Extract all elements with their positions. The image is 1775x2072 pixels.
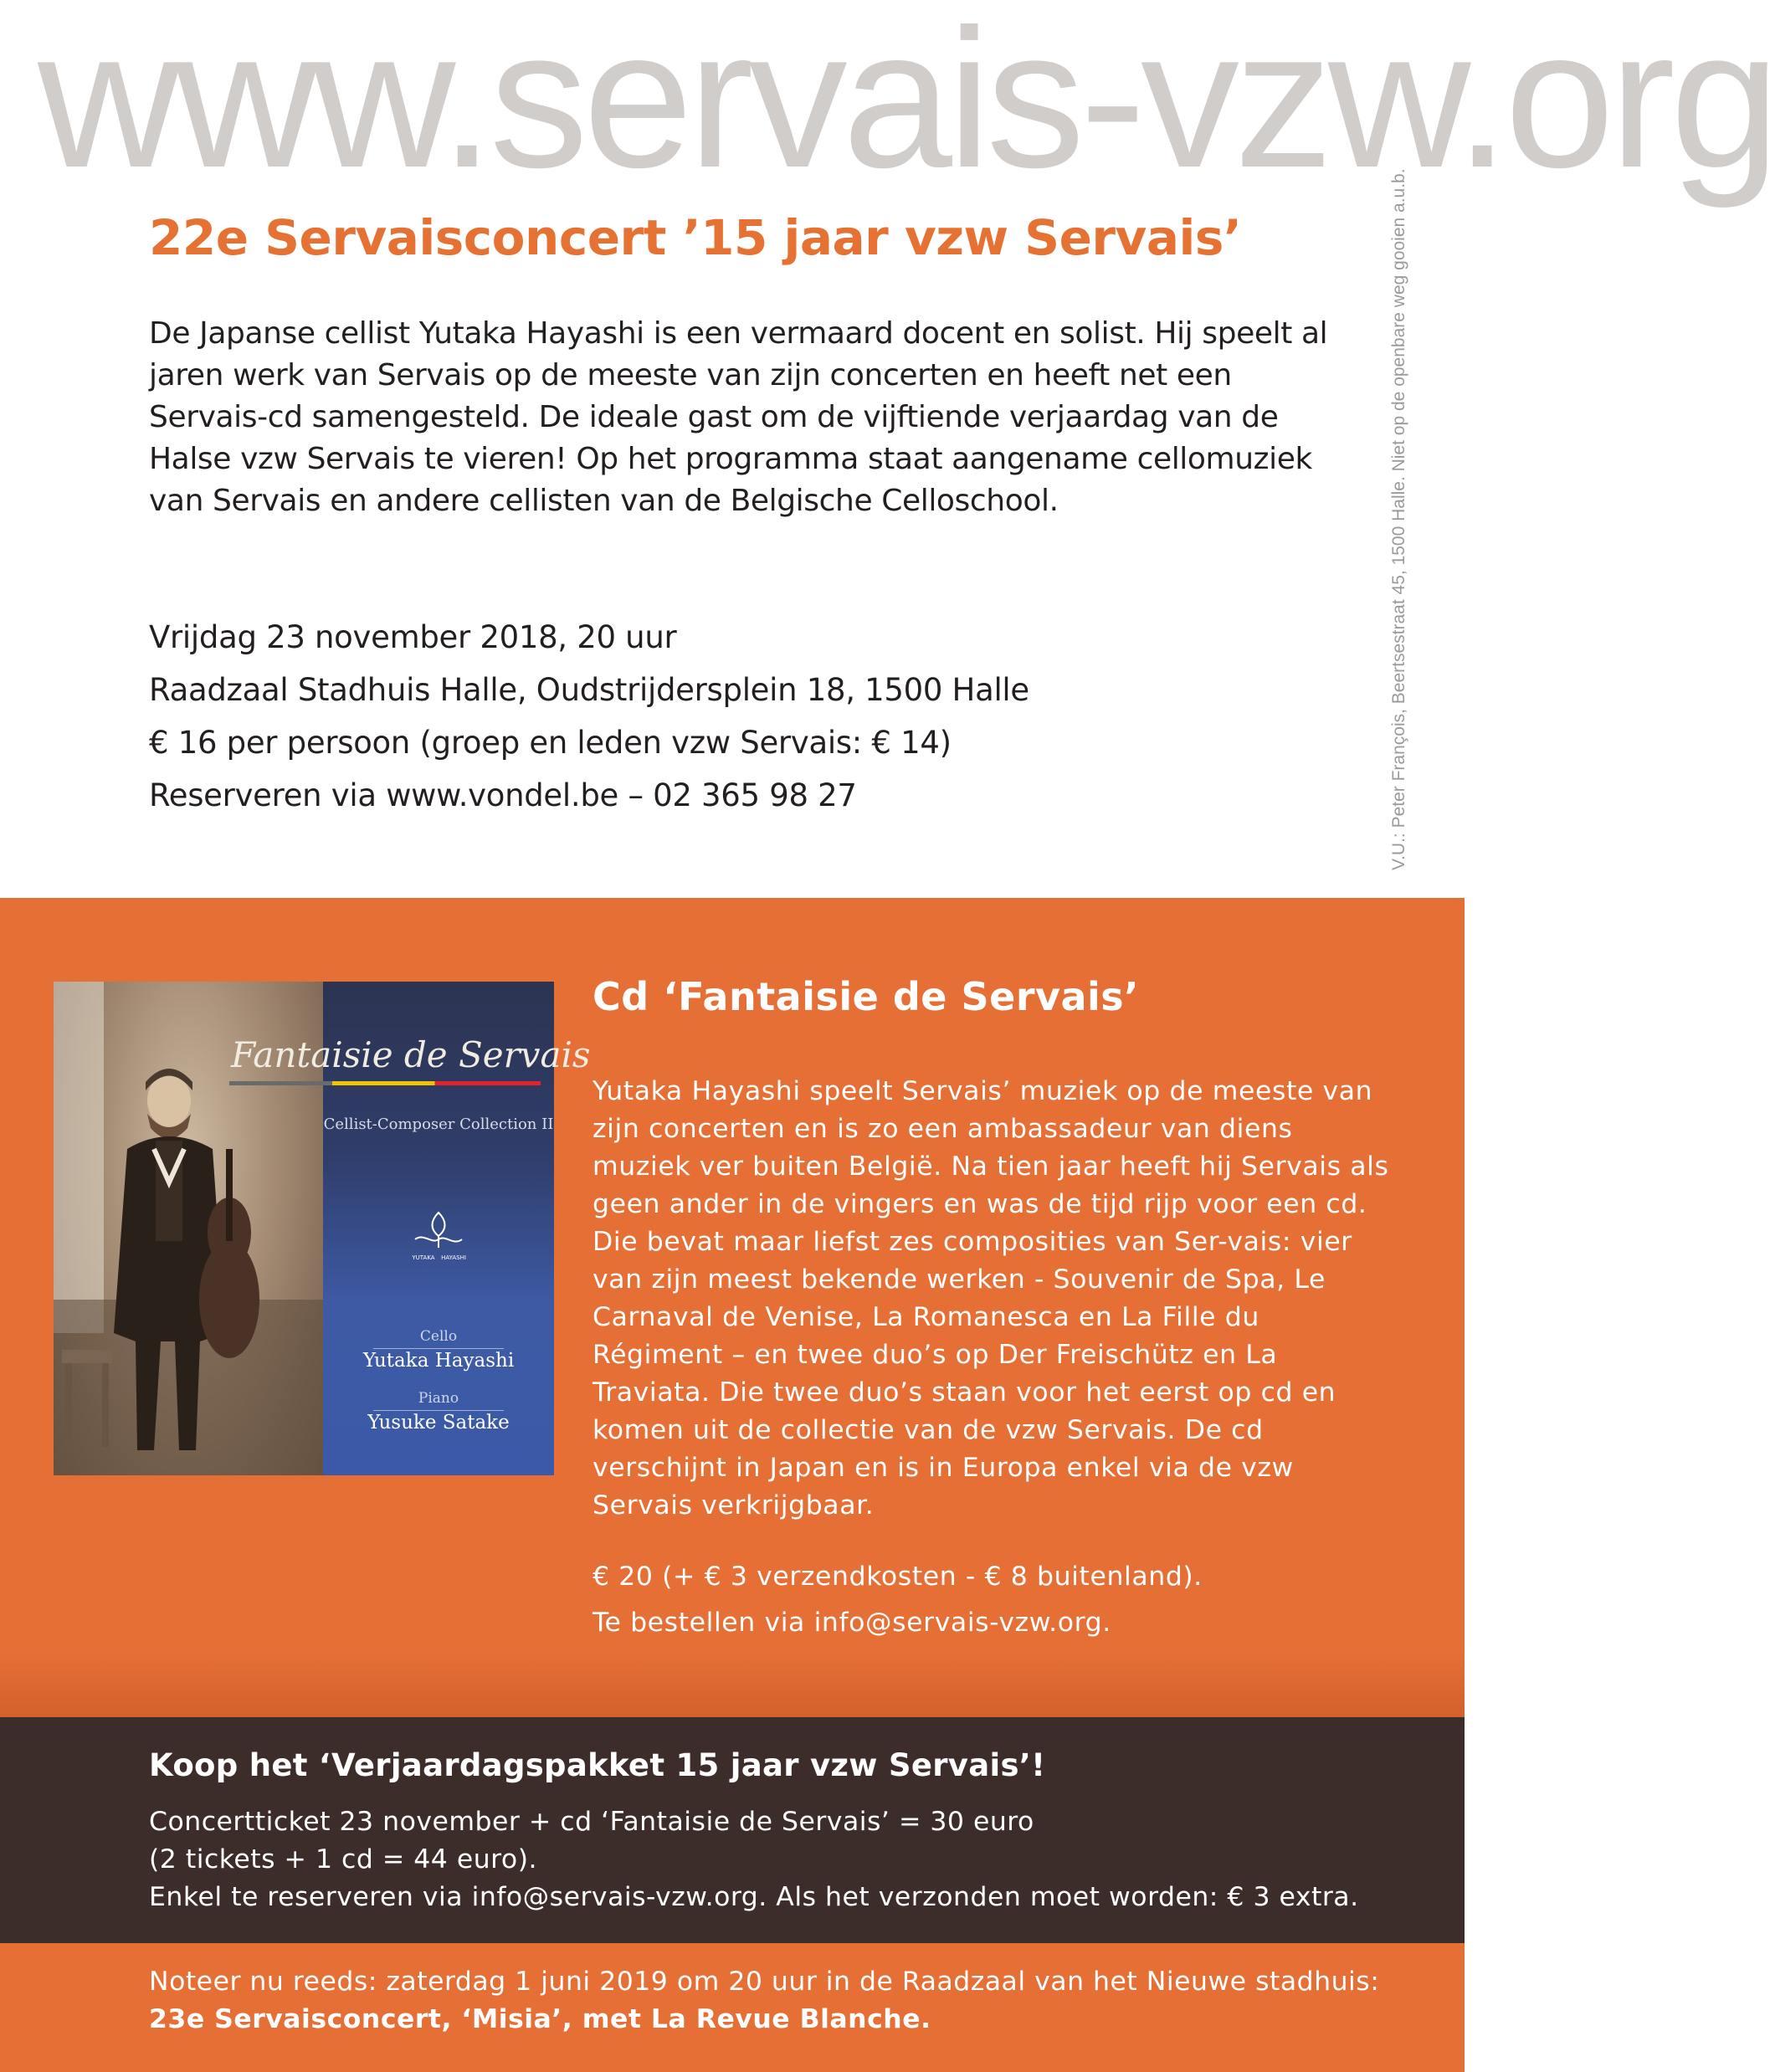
cover-flag-stripe: [229, 1081, 541, 1085]
cover-role-piano: Piano: [418, 1390, 459, 1407]
package-description: Concertticket 23 november + cd ‘Fantaisie de Servais’ = 30 euro (2 tickets + 1 cd = 44 euro). Enkel te reserveren via info@servais-vzw.org. Als het verzonden moet worden: € 3 extra.: [149, 1807, 1359, 1912]
concert-venue: Raadzaal Stadhuis Halle, Oudstrijdersplein 18, 1500 Halle: [149, 672, 1029, 708]
cd-title: Cd ‘Fantaisie de Servais’: [593, 974, 1140, 1019]
concert-date: Vrijdag 23 november 2018, 20 uur: [149, 619, 677, 655]
yutaka-hayashi-logo-icon: [405, 1208, 472, 1266]
concert-intro: De Japanse cellist Yutaka Hayashi is een vermaard docent en solist. Hij speelt al jaren werk van Servais op de meeste van zijn concerten en heeft net een Servais-cd samengesteld. De ideale gast om de vijftiende verjaardag van de Halse vzw Servais te vieren! Op het programma staat aangename cellomuziek van Servais en andere cellisten van de Belgische Celloschool.: [149, 316, 1328, 518]
concert-title: 22e Servaisconcert ’15 jaar vzw Servais’: [149, 209, 1242, 266]
concert-price: € 16 per persoon (groep en leden vzw Servais: € 14): [149, 725, 952, 761]
package-title: Koop het ‘Verjaardagspakket 15 jaar vzw Servais’!: [149, 1747, 1046, 1783]
next-concert-text: 23e Servaisconcert, ‘Misia’, met La Revue Blanche.: [149, 2004, 931, 2034]
logo-text-left: YUTAKA: [412, 1254, 435, 1261]
publisher-note: V.U.: Peter François, Beertsestraat 45, 1500 Halle. Niet op de openbare weg gooien a.u.b.: [1389, 168, 1408, 870]
cover-divider: [373, 1410, 504, 1411]
cd-description: Yutaka Hayashi speelt Servais’ muziek op de meeste van zijn concerten en is zo een ambassadeur van diens muziek ver buiten België. Na tien jaar heeft hij Servais als geen ander in de vingers en was de tijd rijp voor een cd. Die bevat maar liefst zes composities van Ser-vais: vier van zijn meest bekende werken - Souvenir de Spa, Le Carnaval de Venise, La Romanesca en La Fille du Régiment – en twee duo’s op Der Freischütz en La Traviata. Die twee duo’s staan voor het eerst op cd en komen uit de collectie van de vzw Servais. De cd verschijnt in Japan en is in Europa enkel via de vzw Servais verkrijgbaar.: [593, 1076, 1389, 1521]
cover-role-cello: Cello: [419, 1328, 458, 1345]
cover-name-cellist: Yutaka Hayashi: [362, 1350, 515, 1372]
cover-subtitle: Cellist-Composer Collection II: [323, 1115, 554, 1133]
cd-order-info: Te bestellen via info@servais-vzw.org.: [593, 1608, 1111, 1638]
cover-divider: [373, 1348, 504, 1349]
concert-reservation: Reserveren via www.vondel.be – 02 365 98 27: [149, 777, 857, 813]
save-the-date-text: Noteer nu reeds: zaterdag 1 juni 2019 om 20 uur in de Raadzaal van het Nieuwe stadhuis:: [149, 1967, 1380, 1997]
cd-price: € 20 (+ € 3 verzendkosten - € 8 buitenland).: [593, 1562, 1203, 1592]
cover-title: Fantaisie de Servais: [231, 1034, 591, 1075]
logo-text-right: HAYASHI: [441, 1254, 466, 1261]
cover-name-pianist: Yusuke Satake: [367, 1412, 510, 1433]
site-url-banner: www.servais-vzw.org: [38, 0, 1775, 209]
